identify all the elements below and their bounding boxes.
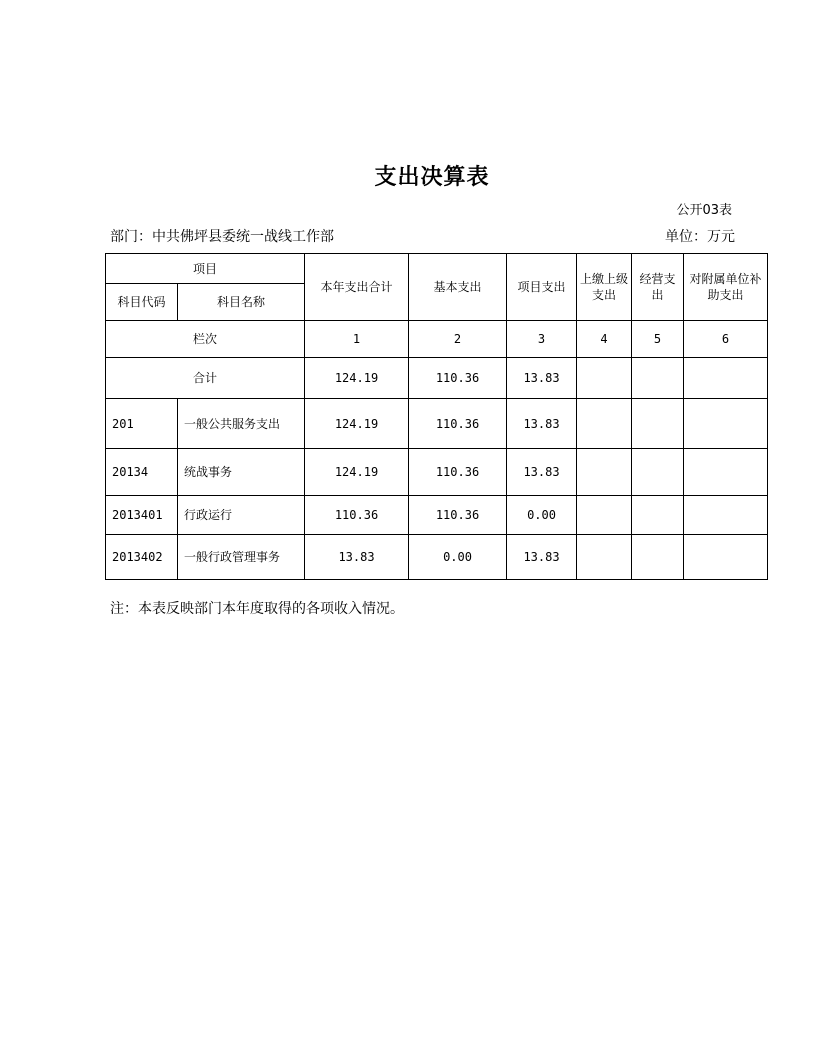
upper-cell [577, 449, 632, 496]
total-cell: 110.36 [305, 496, 409, 535]
total-cell: 124.19 [305, 449, 409, 496]
header-upper: 上缴上级支出 [577, 254, 632, 321]
business-cell [632, 535, 684, 580]
subsidy-cell [684, 358, 768, 399]
upper-cell [577, 535, 632, 580]
total-cell: 13.83 [305, 535, 409, 580]
total-row [106, 358, 768, 399]
table-row [106, 399, 768, 449]
subsidy-cell [684, 449, 768, 496]
form-number: 公开03表 [676, 203, 732, 218]
business-cell [632, 449, 684, 496]
column-index-cell: 5 [632, 321, 684, 358]
code-cell: 20134 [106, 449, 178, 496]
table-row [106, 496, 768, 535]
subsidy-cell [684, 399, 768, 449]
upper-cell [577, 358, 632, 399]
column-index-cell: 4 [577, 321, 632, 358]
project-cell: 13.83 [507, 535, 577, 580]
header-total: 本年支出合计 [305, 254, 409, 321]
header-subsidy: 对附属单位补助支出 [684, 254, 768, 321]
name-cell: 一般行政管理事务 [178, 535, 305, 580]
column-index-label: 栏次 [106, 321, 305, 358]
department-label: 部门：中共佛坪县委统一战线工作部 [110, 229, 334, 245]
footnote: 注：本表反映部门本年度取得的各项收入情况。 [110, 601, 404, 617]
column-index-row [106, 321, 768, 358]
name-cell: 行政运行 [178, 496, 305, 535]
table-row [106, 535, 768, 580]
column-index-cell: 2 [409, 321, 507, 358]
total-label: 合计 [106, 358, 305, 399]
unit-label: 单位：万元 [665, 229, 735, 245]
basic-cell: 110.36 [409, 358, 507, 399]
expenditure-table [105, 253, 768, 580]
table-row [106, 449, 768, 496]
basic-cell: 110.36 [409, 399, 507, 449]
column-index-cell: 1 [305, 321, 409, 358]
header-name: 科目名称 [178, 284, 305, 321]
header-basic: 基本支出 [409, 254, 507, 321]
business-cell [632, 496, 684, 535]
business-cell [632, 358, 684, 399]
header-business: 经营支出 [632, 254, 684, 321]
project-cell: 13.83 [507, 399, 577, 449]
basic-cell: 110.36 [409, 496, 507, 535]
name-cell: 统战事务 [178, 449, 305, 496]
upper-cell [577, 399, 632, 449]
subsidy-cell [684, 535, 768, 580]
header-project: 项目支出 [507, 254, 577, 321]
subsidy-cell [684, 496, 768, 535]
total-cell: 124.19 [305, 358, 409, 399]
basic-cell: 110.36 [409, 449, 507, 496]
project-cell: 13.83 [507, 449, 577, 496]
column-index-cell: 6 [684, 321, 768, 358]
header-item-group: 项目 [106, 254, 305, 284]
code-cell: 2013402 [106, 535, 178, 580]
page-title: 支出决算表 [374, 165, 490, 190]
code-cell: 201 [106, 399, 178, 449]
code-cell: 2013401 [106, 496, 178, 535]
basic-cell: 0.00 [409, 535, 507, 580]
project-cell: 0.00 [507, 496, 577, 535]
name-cell: 一般公共服务支出 [178, 399, 305, 449]
column-index-cell: 3 [507, 321, 577, 358]
upper-cell [577, 496, 632, 535]
header-code: 科目代码 [106, 284, 178, 321]
business-cell [632, 399, 684, 449]
project-cell: 13.83 [507, 358, 577, 399]
total-cell: 124.19 [305, 399, 409, 449]
